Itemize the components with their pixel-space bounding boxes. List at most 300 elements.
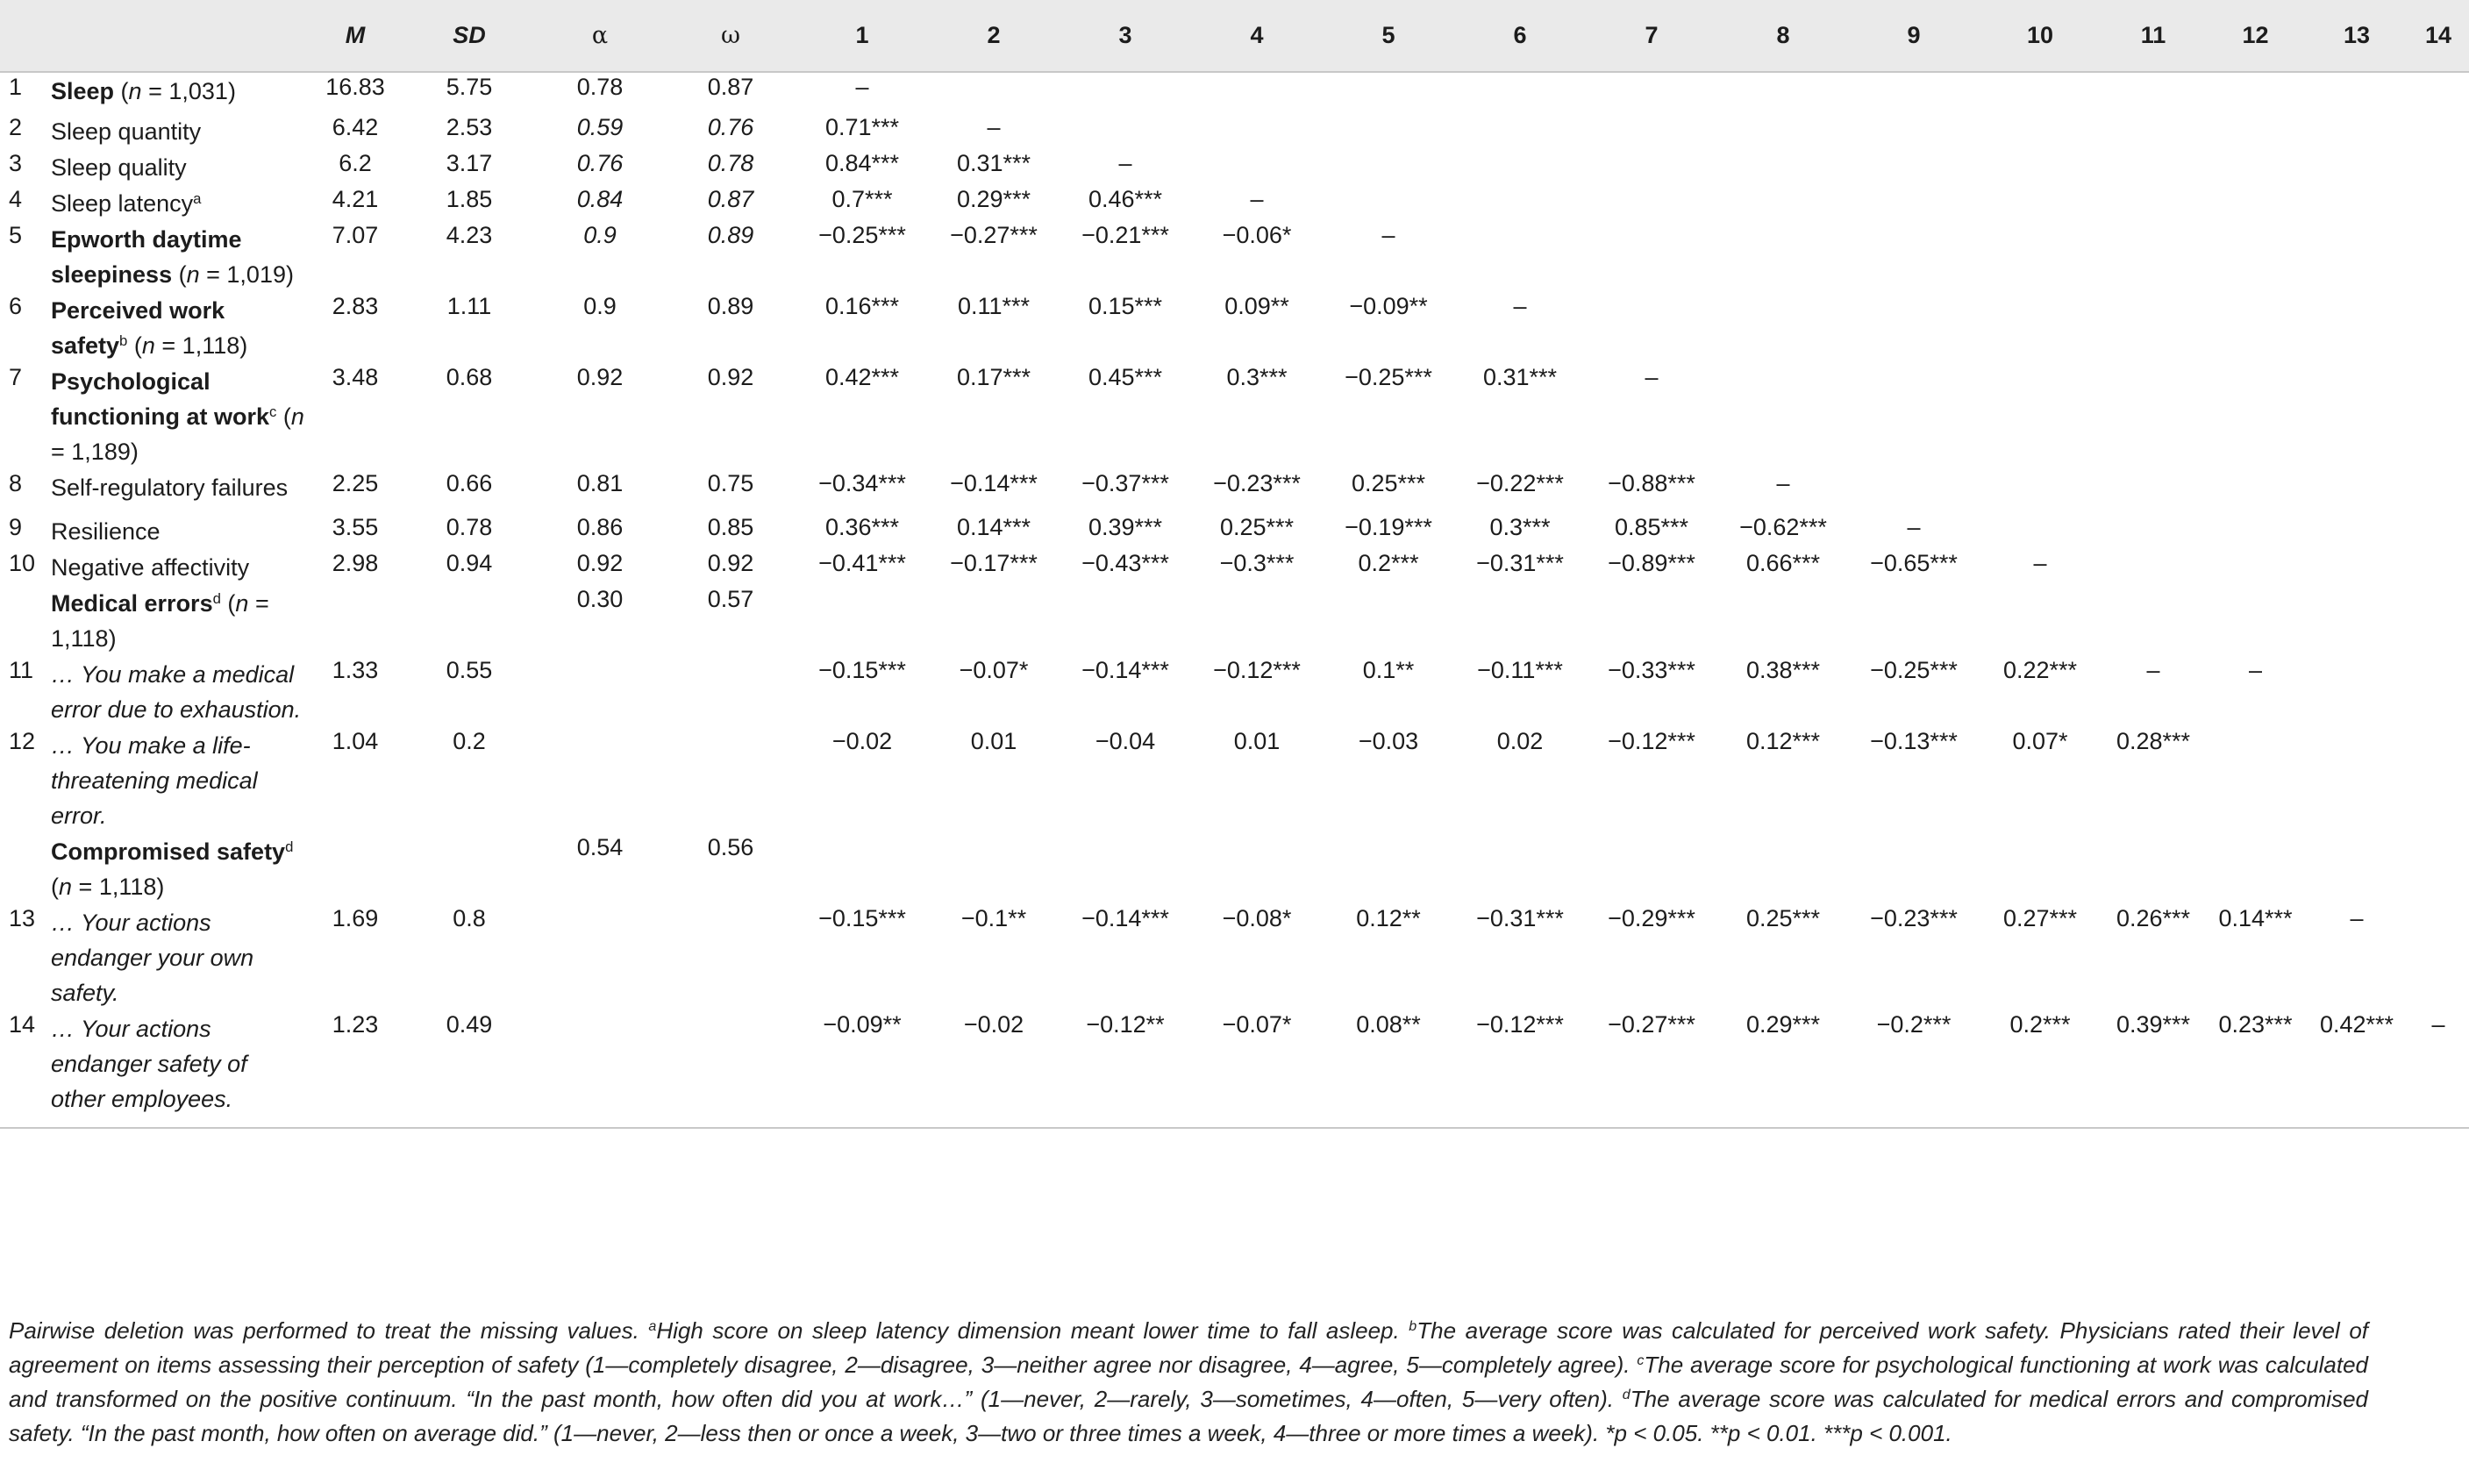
- variable-name: Resilience: [51, 518, 161, 545]
- correlation-cell: [1454, 833, 1586, 904]
- sample-size-value: 1,189: [71, 439, 131, 465]
- correlation-cell: −0.15***: [818, 905, 906, 931]
- correlation-cell: [1717, 221, 1849, 292]
- correlation-cell: −0.12***: [1608, 728, 1695, 754]
- header-num: [0, 0, 51, 72]
- alpha-value: 0.59: [576, 114, 624, 140]
- note-mark-a: a: [648, 1318, 657, 1335]
- correlation-cell: [2205, 727, 2306, 833]
- omega-value: 0.57: [707, 586, 754, 612]
- correlation-cell: [1586, 185, 1717, 221]
- alpha-value: 0.84: [576, 186, 624, 212]
- correlation-cell: 0.25***: [1745, 905, 1821, 931]
- correlation-cell: [2306, 513, 2408, 549]
- correlation-cell: [2408, 549, 2469, 585]
- mean-value: 2.83: [332, 293, 379, 319]
- correlation-cell: –: [1250, 186, 1264, 212]
- row-number: 9: [9, 514, 23, 540]
- correlation-cell: 0.84***: [824, 150, 900, 176]
- mean-value: 6.42: [332, 114, 379, 140]
- correlation-cell: [1849, 113, 1979, 149]
- table-row: [0, 727, 2469, 833]
- correlation-cell: −0.65***: [1870, 550, 1958, 576]
- correlation-cell: [1979, 833, 2102, 904]
- correlation-cell: [2408, 363, 2469, 469]
- note-a: High score on sleep latency dimension meant lower time to fall asleep.: [656, 1317, 1409, 1344]
- table-row: [0, 221, 2469, 292]
- correlation-cell: 0.26***: [2116, 905, 2191, 931]
- row-number: 8: [9, 470, 23, 496]
- correlation-cell: −0.33***: [1608, 657, 1695, 683]
- correlation-cell: −0.14***: [1081, 905, 1169, 931]
- mean-value: 1.23: [307, 1010, 403, 1128]
- correlation-cell: −0.12***: [1454, 1010, 1586, 1128]
- correlation-cell: [2306, 113, 2408, 149]
- correlation-cell: 0.14***: [956, 514, 1031, 540]
- correlation-cell: [2102, 363, 2205, 469]
- correlation-cell: −0.13***: [1870, 728, 1958, 754]
- correlation-cell: 0.27***: [2002, 905, 2078, 931]
- correlation-cell: [2306, 363, 2408, 469]
- omega-value: 0.92: [707, 550, 754, 576]
- header-col-6: 6: [1454, 0, 1586, 72]
- omega-value: 0.87: [707, 74, 754, 100]
- alpha-value: [535, 1010, 665, 1128]
- header-col-14: 14: [2408, 0, 2469, 72]
- row-number: 13: [9, 905, 36, 931]
- mean-value: 3.55: [332, 514, 379, 540]
- correlation-cell: –: [2350, 905, 2364, 931]
- correlation-cell: [1323, 149, 1454, 185]
- correlation-cell: 0.31***: [1482, 364, 1558, 390]
- note-b: The average score was calculated for perceived work safety. Physicians rated their level of agreement on items assessing their perception of safety (1—completely disagree, 2—disagree, 3—neither agree nor disagree, 4—agree, 5—completely agree).: [9, 1317, 2368, 1378]
- correlation-cell: −0.23***: [1870, 905, 1958, 931]
- header-col-5: 5: [1323, 0, 1454, 72]
- correlation-cell: 0.71***: [824, 114, 900, 140]
- correlation-cell: 0.42***: [2306, 1010, 2408, 1128]
- correlation-cell: [796, 833, 928, 904]
- footnote-mark: c: [269, 403, 277, 420]
- correlation-cell: [2306, 292, 2408, 363]
- correlation-cell: 0.25***: [1351, 470, 1426, 496]
- variable-name: … You make a life-threatening medical error.: [51, 732, 258, 829]
- correlation-cell: [2102, 585, 2205, 656]
- correlation-cell: −0.29***: [1608, 905, 1695, 931]
- table-row: [0, 513, 2469, 549]
- correlation-cell: [1586, 221, 1717, 292]
- alpha-value: 0.92: [576, 550, 624, 576]
- correlation-cell: [1717, 833, 1849, 904]
- variable-name: Negative affectivity: [51, 554, 250, 581]
- correlation-cell: 0.38***: [1745, 657, 1821, 683]
- correlation-cell: −0.25***: [818, 222, 906, 248]
- correlation-cell: [1586, 585, 1717, 656]
- correlation-cell: −0.09**: [796, 1010, 928, 1128]
- correlation-cell: −0.25***: [1345, 364, 1432, 390]
- mean-value: 1.04: [332, 728, 379, 754]
- correlation-cell: [1191, 149, 1323, 185]
- sd-value: 0.94: [446, 550, 493, 576]
- variable-label: [51, 292, 307, 363]
- correlation-cell: [2205, 363, 2306, 469]
- correlation-cell: [1454, 185, 1586, 221]
- correlation-cell: [1717, 72, 1849, 113]
- correlation-cell: [1323, 72, 1454, 113]
- correlation-cell: [1060, 585, 1191, 656]
- correlation-cell: [2306, 833, 2408, 904]
- correlation-cell: [1586, 113, 1717, 149]
- footnote-mark: d: [285, 838, 294, 855]
- mean-value: 3.48: [332, 364, 379, 390]
- variable-label: [51, 469, 307, 513]
- header-omega: ω: [665, 0, 796, 72]
- table-row: [0, 904, 2469, 1010]
- correlation-cell: [1323, 585, 1454, 656]
- header-col-2: 2: [928, 0, 1060, 72]
- header-col-13: 13: [2306, 0, 2408, 72]
- sd-value: [403, 833, 535, 904]
- omega-value: 0.89: [707, 293, 754, 319]
- row-number: 6: [9, 293, 23, 319]
- variable-label: [51, 656, 307, 727]
- row-number: 4: [9, 186, 23, 212]
- correlation-cell: [1979, 72, 2102, 113]
- sd-value: 4.23: [446, 222, 493, 248]
- correlation-cell: 0.36***: [824, 514, 900, 540]
- correlation-cell: –: [2248, 657, 2263, 683]
- correlation-cell: [1849, 363, 1979, 469]
- sd-value: [403, 585, 535, 656]
- correlation-cell: −0.02: [928, 1010, 1060, 1128]
- correlation-cell: [2408, 469, 2469, 513]
- sd-value: 3.17: [446, 150, 493, 176]
- correlation-cell: [1717, 149, 1849, 185]
- correlation-cell: [2306, 469, 2408, 513]
- omega-value: 0.85: [707, 514, 754, 540]
- mean-value: 16.83: [325, 74, 385, 100]
- variable-label: [51, 149, 307, 185]
- correlation-cell: [1717, 292, 1849, 363]
- correlation-cell: [2102, 221, 2205, 292]
- correlation-cell: −0.15***: [818, 657, 906, 683]
- correlation-cell: [1454, 113, 1586, 149]
- correlation-cell: [2408, 292, 2469, 363]
- alpha-value: 0.86: [576, 514, 624, 540]
- correlation-cell: [1979, 363, 2102, 469]
- sample-size: (n = 1,118): [51, 874, 165, 900]
- header-col-3: 3: [1060, 0, 1191, 72]
- table-row: [0, 185, 2469, 221]
- correlation-cell: [2102, 149, 2205, 185]
- correlation-cell: [2306, 585, 2408, 656]
- correlation-cell: [2306, 185, 2408, 221]
- correlation-cell: [2306, 656, 2408, 727]
- variable-name: Sleep latency: [51, 190, 194, 217]
- correlation-cell: 0.16***: [824, 293, 900, 319]
- omega-value: [665, 904, 796, 1010]
- omega-value: 0.56: [707, 834, 754, 860]
- correlation-cell: 0.14***: [2218, 905, 2293, 931]
- correlation-cell: −0.04: [1095, 728, 1156, 754]
- row-number: 11: [9, 657, 34, 683]
- sd-value: 1.11: [446, 293, 492, 319]
- correlation-cell: −0.31***: [1476, 905, 1564, 931]
- variable-label: [51, 363, 307, 469]
- omega-value: 0.78: [707, 150, 754, 176]
- table-row: [0, 549, 2469, 585]
- correlation-cell: 0.23***: [2205, 1010, 2306, 1128]
- correlation-cell: −0.12**: [1060, 1010, 1191, 1128]
- correlation-cell: [2102, 72, 2205, 113]
- variable-name: … Your actions endanger safety of other employees.: [51, 1016, 247, 1112]
- correlation-cell: [1191, 113, 1323, 149]
- row-number: 5: [9, 222, 23, 248]
- correlation-cell: −0.27***: [950, 222, 1038, 248]
- header-col-4: 4: [1191, 0, 1323, 72]
- table-row: [0, 833, 2469, 904]
- correlation-cell: 0.2***: [1979, 1010, 2102, 1128]
- correlation-cell: [1849, 469, 1979, 513]
- sd-value: 0.68: [446, 364, 493, 390]
- correlation-cell: [2205, 292, 2306, 363]
- correlation-cell: 0.01: [970, 728, 1017, 754]
- correlation-cell: [796, 585, 928, 656]
- correlation-cell: [1849, 185, 1979, 221]
- sample-size-value: 1,019: [226, 261, 286, 288]
- correlation-cell: [1849, 292, 1979, 363]
- correlation-cell: 0.15***: [1088, 293, 1163, 319]
- mean-value: 4.21: [332, 186, 379, 212]
- alpha-value: [535, 656, 665, 727]
- variable-label: [51, 1010, 307, 1128]
- correlation-cell: [2306, 727, 2408, 833]
- correlation-cell: –: [855, 74, 869, 100]
- note-lead: Pairwise deletion was performed to treat the missing values.: [9, 1317, 649, 1344]
- correlation-cell: –: [2408, 1010, 2469, 1128]
- correlation-cell: [2408, 113, 2469, 149]
- correlation-cell: [1060, 72, 1191, 113]
- row-number: [0, 833, 51, 904]
- correlation-cell: [2306, 149, 2408, 185]
- correlation-cell: [1191, 833, 1323, 904]
- correlation-cell: [1979, 221, 2102, 292]
- alpha-value: [535, 904, 665, 1010]
- variable-label: [51, 585, 307, 656]
- omega-value: 0.92: [707, 364, 754, 390]
- table-row: [0, 1010, 2469, 1128]
- variable-label: [51, 549, 307, 585]
- correlation-cell: –: [1907, 514, 1921, 540]
- correlation-cell: 0.12***: [1745, 728, 1821, 754]
- correlation-cell: −0.02: [831, 728, 893, 754]
- correlation-cell: [2205, 513, 2306, 549]
- mean-value: 1.33: [332, 657, 379, 683]
- alpha-value: 0.76: [576, 150, 624, 176]
- correlation-cell: 0.09**: [1224, 293, 1289, 319]
- correlation-cell: [1323, 185, 1454, 221]
- sample-size-value: 1,118: [51, 625, 109, 652]
- variable-name: Psychological functioning at work: [51, 368, 269, 430]
- table-body: [0, 72, 2469, 1128]
- correlation-cell: [2205, 72, 2306, 113]
- correlation-cell: [1979, 149, 2102, 185]
- variable-label: [51, 904, 307, 1010]
- correlation-cell: [1849, 221, 1979, 292]
- footnote-mark: b: [119, 332, 128, 349]
- alpha-value: 0.30: [576, 586, 624, 612]
- correlation-cell: −0.25***: [1870, 657, 1958, 683]
- sd-value: 5.75: [446, 74, 493, 100]
- header-col-9: 9: [1849, 0, 1979, 72]
- correlation-cell: −0.41***: [818, 550, 906, 576]
- table-row: [0, 292, 2469, 363]
- correlation-cell: −0.2***: [1849, 1010, 1979, 1128]
- correlation-cell: [2408, 72, 2469, 113]
- variable-label: [51, 72, 307, 113]
- sample-size: (n = 1,019): [172, 261, 294, 288]
- correlation-cell: [1849, 833, 1979, 904]
- sample-size: (n = 1,031): [114, 78, 236, 104]
- correlation-cell: [2102, 469, 2205, 513]
- variable-name: … Your actions endanger your own safety.: [51, 910, 254, 1006]
- correlation-cell: −0.62***: [1739, 514, 1827, 540]
- variable-label: [51, 833, 307, 904]
- correlation-cell: [1979, 513, 2102, 549]
- mean-value: 7.07: [332, 222, 379, 248]
- correlation-cell: [1323, 113, 1454, 149]
- correlation-cell: [2205, 833, 2306, 904]
- correlation-cell: 0.1**: [1362, 657, 1415, 683]
- mean-value: 2.98: [332, 550, 379, 576]
- sd-value: 0.66: [446, 470, 493, 496]
- correlation-cell: [2102, 549, 2205, 585]
- correlation-cell: [1849, 585, 1979, 656]
- correlation-cell: −0.43***: [1081, 550, 1169, 576]
- header-row: [0, 0, 2469, 72]
- correlation-cell: 0.39***: [2102, 1010, 2205, 1128]
- note-mark-d: d: [1622, 1387, 1631, 1403]
- variable-name: Epworth daytime sleepiness: [51, 226, 242, 288]
- correlation-cell: 0.25***: [1219, 514, 1295, 540]
- omega-value: 0.76: [707, 114, 754, 140]
- variable-label: [51, 727, 307, 833]
- correlation-cell: –: [1645, 364, 1659, 390]
- correlation-cell: [2102, 185, 2205, 221]
- variable-name: … You make a medical error due to exhaustion.: [51, 661, 302, 723]
- mean-value: 2.25: [332, 470, 379, 496]
- correlation-cell: [2205, 113, 2306, 149]
- header-col-8: 8: [1717, 0, 1849, 72]
- row-number: 12: [9, 728, 36, 754]
- correlation-cell: [1717, 585, 1849, 656]
- correlation-cell: –: [1118, 150, 1132, 176]
- table-row: [0, 585, 2469, 656]
- correlation-cell: 0.39***: [1088, 514, 1163, 540]
- correlation-cell: 0.29***: [956, 186, 1031, 212]
- correlation-cell: [1191, 585, 1323, 656]
- correlation-cell: 0.66***: [1745, 550, 1821, 576]
- correlation-cell: −0.3***: [1219, 550, 1295, 576]
- correlation-cell: −0.09**: [1349, 293, 1428, 319]
- correlation-cell: [1717, 113, 1849, 149]
- correlation-cell: [1717, 185, 1849, 221]
- correlation-cell: [1323, 833, 1454, 904]
- mean-value: 6.2: [339, 150, 372, 176]
- sample-size: (n = 1,189): [51, 403, 304, 465]
- correlation-cell: [2205, 185, 2306, 221]
- correlation-cell: 0.46***: [1088, 186, 1163, 212]
- correlation-cell: [2306, 549, 2408, 585]
- header-col-7: 7: [1586, 0, 1717, 72]
- correlation-cell: −0.17***: [950, 550, 1038, 576]
- correlation-cell: 0.7***: [831, 186, 893, 212]
- omega-value: [665, 1010, 796, 1128]
- sample-size-value: 1,118: [98, 874, 157, 900]
- correlation-cell: 0.07*: [2012, 728, 2068, 754]
- sd-value: 0.2: [453, 728, 486, 754]
- omega-value: 0.75: [707, 470, 754, 496]
- table-row: [0, 72, 2469, 113]
- correlation-cell: –: [2146, 657, 2160, 683]
- alpha-value: 0.81: [576, 470, 624, 496]
- correlation-cell: [2408, 904, 2469, 1010]
- correlation-cell: [2102, 292, 2205, 363]
- correlation-cell: 0.42***: [824, 364, 900, 390]
- correlation-cell: [2205, 221, 2306, 292]
- row-number: 3: [9, 150, 23, 176]
- correlation-cell: −0.14***: [950, 470, 1038, 496]
- correlation-cell: [1454, 221, 1586, 292]
- variable-label: [51, 113, 307, 149]
- correlation-cell: [1979, 185, 2102, 221]
- correlation-cell: [2306, 72, 2408, 113]
- table-footnote: [9, 1314, 2368, 1451]
- alpha-value: 0.92: [576, 364, 624, 390]
- correlation-cell: [2408, 513, 2469, 549]
- correlation-cell: –: [1776, 470, 1790, 496]
- correlation-cell: [2408, 185, 2469, 221]
- sample-size: (n = 1,118): [51, 590, 269, 652]
- correlation-cell: [2102, 113, 2205, 149]
- correlation-cell: [1979, 469, 2102, 513]
- correlation-cell: [1849, 149, 1979, 185]
- mean-value: [307, 833, 403, 904]
- header-sd: SD: [403, 0, 535, 72]
- correlation-cell: 0.28***: [2116, 728, 2191, 754]
- correlation-cell: [2408, 149, 2469, 185]
- variable-label: [51, 185, 307, 221]
- correlation-cell: –: [2033, 550, 2047, 576]
- correlation-cell: 0.11***: [957, 293, 1031, 319]
- row-number: 14: [0, 1010, 51, 1128]
- header-mean: M: [307, 0, 403, 72]
- alpha-value: 0.9: [583, 222, 617, 248]
- row-number: 10: [9, 550, 36, 576]
- correlation-cell: [2205, 585, 2306, 656]
- correlation-cell: −0.19***: [1345, 514, 1432, 540]
- variable-name: Sleep quality: [51, 154, 187, 181]
- correlation-cell: 0.01: [1233, 728, 1281, 754]
- header-col-12: 12: [2205, 0, 2306, 72]
- correlation-cell: −0.88***: [1608, 470, 1695, 496]
- correlation-cell: 0.12**: [1356, 905, 1421, 931]
- variable-name: Compromised safety: [51, 838, 286, 865]
- row-number: [0, 585, 51, 656]
- note-mark-b: b: [1409, 1318, 1417, 1335]
- correlation-cell: 0.02: [1496, 728, 1544, 754]
- correlation-cell: [2205, 549, 2306, 585]
- row-number: 1: [9, 74, 23, 100]
